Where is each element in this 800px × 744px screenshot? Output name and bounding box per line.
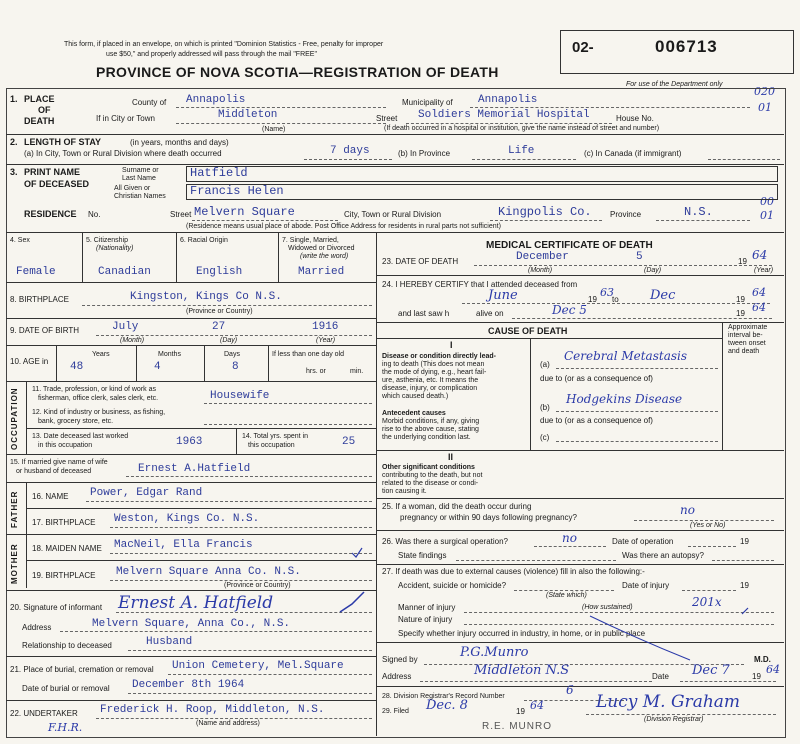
sig-address-label: Address [382,672,412,681]
residence-street-value[interactable]: Melvern Square [194,205,295,219]
burial-date-value[interactable]: December 8th 1964 [132,679,245,691]
trade-label-2: fisherman, office clerk, sales clerk, etc. [38,395,159,402]
cause-b-label: (b) [540,403,550,412]
hospital-note: (If death occurred in a hospital or institution, give the name instead of street and number) [384,125,660,132]
place-of-death-label-1: PLACE [24,94,55,104]
place-of-death-label-3: DEATH [24,116,55,126]
birthplace-hint: (Province or Country) [186,308,253,315]
registrar-hint: (Division Registrar) [644,716,704,723]
stay-num: 2. [10,137,18,147]
interval-2: interval be- [728,332,763,339]
surname-label-1: Surname or [122,167,159,174]
father-name-value[interactable]: Power, Edgar Rand [90,487,203,499]
age-months-value[interactable]: 4 [154,361,161,373]
undertaker-label: 22. UNDERTAKER [10,709,78,718]
pregnancy-label-2: pregnancy or within 90 days following pregnancy? [400,513,577,522]
registration-prefix: 02- [572,39,594,56]
dob-day-hint: (Day) [220,337,238,344]
mother-birthplace-label: 19. BIRTHPLACE [32,571,96,580]
given-value[interactable]: Francis Helen [190,184,284,198]
surgery-label: 26. Was there a surgical operation? [382,537,508,546]
age-months-label: Months [158,351,181,358]
county-value[interactable]: Annapolis [186,94,246,106]
due-to-2: due to (or as a consequence of) [540,416,653,425]
city-label: If in City or Town [96,114,155,123]
house-label: House No. [616,114,654,123]
age-label: 10. AGE in [10,357,49,366]
age-hrs-label: hrs. or [306,368,326,375]
age-days-value[interactable]: 8 [232,361,239,373]
md-label: M.D. [754,655,771,664]
citizenship-label-2: (Nationality) [96,245,134,252]
cause-b-value[interactable]: Hodgekins Disease [566,392,683,406]
last-worked-label-2: in this occupation [38,442,93,449]
county-label: County of [132,98,167,107]
residence-province-label: Province [610,210,642,219]
due-to-1: due to (or as a consequence of) [540,374,653,383]
injury-date-label: Date of injury [622,581,670,590]
slash-mark-icon [742,608,748,614]
years-spent-label-1: 14. Total yrs. spent in [242,433,309,440]
margin-code-3: 00 [760,195,774,208]
mother-birthplace-value[interactable]: Melvern Square Anna Co. N.S. [116,566,301,578]
surname-value[interactable]: Hatfield [190,166,248,180]
antecedent-label-3: rise to the above cause, stating [382,426,479,433]
city-value[interactable]: Middleton [218,109,278,121]
interval-1: Approximate [728,324,768,331]
record-label: 28. Division Registrar's Record Number [382,693,505,700]
findings-label: State findings [398,551,447,560]
burial-place-label: 21. Place of burial, cremation or removal [10,665,154,674]
death-month[interactable]: December [516,251,569,263]
cause-title: CAUSE OF DEATH [488,326,568,336]
external-label: 27. If death was due to external causes (violence) fill in also the following:- [382,567,645,576]
residence-no-label: No. [88,210,101,219]
marital-label-3: (write the word) [300,253,349,260]
roman-1: I [450,340,453,350]
age-under-day-label: If less than one day old [272,351,344,358]
marital-label-2: Widowed or Divorced [288,245,355,252]
death-year-prefix: 19 [738,257,747,266]
dob-year[interactable]: 1916 [312,321,339,333]
father-side-label: FATHER [10,490,19,528]
alive-year-prefix: 19 [736,309,745,318]
filed-value[interactable]: Dec. 8 [426,698,468,713]
attended-from-month[interactable]: June [488,288,518,303]
form-title: PROVINCE OF NOVA SCOTIA—REGISTRATION OF DEATH [96,64,499,80]
given-label-1: All Given or [114,185,151,192]
informant-signature[interactable]: Ernest A. Hatfield [118,593,274,613]
pregnancy-label-1: 25. If a woman, did the death occur during [382,502,532,511]
interval-3: tween onset [728,340,766,347]
deceased-num: 3. [10,167,18,177]
street-label: Street [376,114,398,123]
registrar-signature[interactable]: Lucy M. Graham [596,692,741,712]
signed-by-label: Signed by [382,655,418,664]
dob-day[interactable]: 27 [212,321,226,333]
last-worked-label-1: 13. Date deceased last worked [32,433,129,440]
alive-on-label: alive on [476,309,504,318]
informant-address-value[interactable]: Melvern Square, Anna Co., N.S. [92,618,291,630]
disease-label-4: ure, asthenia, etc. It means the [382,377,479,384]
sig-date-value[interactable]: Dec 7 [692,663,730,678]
certify-label: 24. I HEREBY CERTIFY that I attended deceased from [382,280,578,289]
residence-street-label: Street [170,210,192,219]
mother-birthplace-hint: (Province or Country) [224,582,291,589]
disease-label-3: the mode of dying, e.g., heart fail- [382,369,487,376]
manner-value[interactable]: 201x [692,595,722,609]
street-value[interactable]: Soldiers Memorial Hospital [418,109,590,121]
age-min-label: min. [350,368,364,375]
industry-label-2: bank, grocery store, etc. [38,418,114,425]
stay-label-hint: (in years, months and days) [130,138,229,147]
marital-label-1: 7. Single, Married, [282,237,339,244]
years-spent-label-2: this occupation [248,442,295,449]
death-year-hint: (Year) [754,267,774,274]
attended-to-year[interactable]: 64 [752,286,766,299]
other-label-2: contributing to the death, but not [382,472,483,479]
death-day[interactable]: 5 [636,251,643,263]
mother-side-label: MOTHER [10,543,19,584]
attended-from-year[interactable]: 63 [600,286,614,299]
last-worked-value[interactable]: 1963 [176,436,203,448]
municipality-value[interactable]: Annapolis [478,94,538,106]
place-of-death-num: 1. [10,94,18,104]
father-birthplace-label: 17. BIRTHPLACE [32,518,96,527]
age-years-label: Years [92,351,110,358]
department-use-note: For use of the Department only [626,81,723,88]
place-of-death-label-2: OF [38,105,51,115]
antecedent-label-2: Morbid conditions, if any, giving [382,418,480,425]
yes-no-hint: (Yes or No) [690,522,726,529]
spouse-label-2: or husband of deceased [16,468,92,475]
father-birthplace-value[interactable]: Weston, Kings Co. N.S. [114,513,260,525]
deceased-label-2: OF DECEASED [24,179,90,189]
surname-label-2: Last Name [122,175,156,182]
citizenship-label-1: 5. Citizenship [86,237,129,244]
signed-by-value[interactable]: P.G.Munro [460,645,529,660]
spouse-value[interactable]: Ernest A.Hatfield [138,463,251,475]
antecedent-label-1: Antecedent causes [382,410,446,417]
sig-date-year-prefix: 19 [752,672,761,681]
medical-title: MEDICAL CERTIFICATE OF DEATH [486,240,653,251]
undertaker-hint: (Name and address) [196,720,260,727]
how-sustained-hint: (How sustained) [582,604,633,611]
other-label-1: Other significant conditions [382,464,475,471]
op-date-label: Date of operation [612,537,674,546]
residence-label: RESIDENCE [24,209,77,219]
informant-sig-label: 20. Signature of informant [10,603,103,612]
interval-4: and death [728,348,760,355]
deceased-label-1: PRINT NAME [24,167,80,177]
city-name-hint: (Name) [262,126,286,133]
manner-label: Manner of injury [398,603,456,612]
cause-a-label: (a) [540,360,550,369]
alive-on-value[interactable]: Dec 5 [552,303,587,317]
last-saw-label: and last saw h [398,309,450,318]
residence-note: (Residence means usual place of abode. Post Office Address for residents in rural parts not sufficient) [186,223,501,230]
injury-industry-label: Specify whether injury occurred in industry, in home, or in public place [398,629,646,638]
burial-place-value[interactable]: Union Cemetery, Mel.Square [172,660,344,672]
autopsy-label: Was there an autopsy? [622,551,704,560]
residence-city-value[interactable]: Kingpolis Co. [498,205,592,219]
marital-value[interactable]: Married [298,266,345,278]
cause-c-label: (c) [540,433,550,442]
birthplace-label: 8. BIRTHPLACE [10,295,69,304]
margin-code-4: 01 [760,209,774,222]
racial-label: 6. Racial Origin [180,237,228,244]
disease-label-1: Disease or condition directly lead- [382,353,496,360]
dob-label: 9. DATE OF BIRTH [10,326,80,335]
injury-year-prefix: 19 [740,581,749,590]
accident-label: Accident, suicide or homicide? [398,581,507,590]
attended-to-label: to [612,295,619,304]
registrar-stamp: R.E. MUNRO [482,721,552,732]
margin-code-1: 020 [754,85,775,98]
given-label-2: Christian Names [114,193,166,200]
spouse-label-1: 15. If married give name of wife [10,459,108,466]
residence-city-label: City, Town or Rural Division [344,210,442,219]
nature-label: Nature of injury [398,615,453,624]
relationship-value[interactable]: Husband [146,636,193,648]
years-spent-value[interactable]: 25 [342,436,356,448]
check-mark-icon [340,592,364,612]
mother-maiden-label: 18. MAIDEN NAME [32,544,102,553]
sig-address-value[interactable]: Middleton N.S [474,663,570,678]
pregnancy-value[interactable]: no [680,503,695,517]
occupation-side-label: OCCUPATION [10,387,19,450]
stay-label: LENGTH OF STAY [24,137,102,147]
sig-date-year[interactable]: 64 [766,663,780,676]
undertaker-value[interactable]: Frederick H. Roop, Middleton, N.S. [100,704,325,716]
roman-2: II [448,452,454,462]
alive-year[interactable]: 64 [752,301,766,314]
attended-from-prefix: 19 [588,295,597,304]
sig-date-label: Date [652,672,669,681]
filed-year[interactable]: 64 [530,699,544,712]
relationship-label: Relationship to deceased [22,641,112,650]
racial-value[interactable]: English [196,266,243,278]
sex-label: 4. Sex [10,237,30,244]
father-name-label: 16. NAME [32,492,69,501]
residence-province-value[interactable]: N.S. [684,205,713,219]
municipality-label: Municipality of [402,98,453,107]
filed-year-prefix: 19 [516,707,525,716]
other-label-4: tion causing it. [382,488,427,495]
trade-value[interactable]: Housewife [210,390,270,402]
attended-to-prefix: 19 [736,295,745,304]
postage-note-line-2: use $50," and properly addressed will pass through the mail "FREE" [106,51,317,58]
postage-note-line-1: This form, if placed in an envelope, on which is printed "Dominion Statistics - Free, penalty for improper [64,41,384,48]
undertaker-initials: F.H.R. [48,721,83,734]
filed-label: 29. Filed [382,708,409,715]
disease-label-6: which caused death.) [382,393,449,400]
birthplace-value[interactable]: Kingston, Kings Co N.S. [130,291,282,303]
attended-to-month[interactable]: Dec [650,288,676,303]
dob-month[interactable]: July [112,321,139,333]
other-label-3: related to the disease or condi- [382,480,479,487]
stay-city-value[interactable]: 7 days [330,145,370,157]
disease-label-2: ing to death (This does not mean [382,361,485,368]
citizenship-value[interactable]: Canadian [98,266,151,278]
trade-label-1: 11. Trade, profession, or kind of work as [32,386,156,393]
antecedent-label-4: the underlying condition last. [382,434,471,441]
tick-icon [352,548,362,557]
death-month-hint: (Month) [528,267,553,274]
registration-number: 006713 [655,37,718,56]
stay-canada-label: (c) In Canada (if immigrant) [584,149,682,158]
margin-code-2: 01 [758,101,772,114]
death-day-hint: (Day) [644,267,662,274]
burial-date-label: Date of burial or removal [22,684,110,693]
stay-province-value[interactable]: Life [508,145,535,157]
op-year-prefix: 19 [740,537,749,546]
stay-province-label: (b) In Province [398,149,451,158]
cause-a-value[interactable]: Cerebral Metastasis [564,349,687,363]
sex-value[interactable]: Female [16,266,56,278]
age-days-label: Days [224,351,240,358]
dob-month-hint: (Month) [120,337,145,344]
state-which-hint: (State which) [546,592,587,599]
informant-address-label: Address [22,623,52,632]
disease-label-5: disease, injury, or complication [382,385,478,392]
stay-city-label: (a) In City, Town or Rural Division where death occurred [24,149,222,158]
surgery-value[interactable]: no [562,531,577,545]
age-years-value[interactable]: 48 [70,361,84,373]
mother-maiden-value[interactable]: MacNeil, Ella Francis [114,539,253,551]
death-date-label: 23. DATE OF DEATH [382,257,459,266]
industry-label-1: 12. Kind of industry or business, as fishing, [32,409,166,416]
death-year[interactable]: 64 [752,248,768,262]
pen-stroke-icon [590,616,690,660]
dob-year-hint: (Year) [316,337,336,344]
record-value[interactable]: 6 [566,683,574,697]
